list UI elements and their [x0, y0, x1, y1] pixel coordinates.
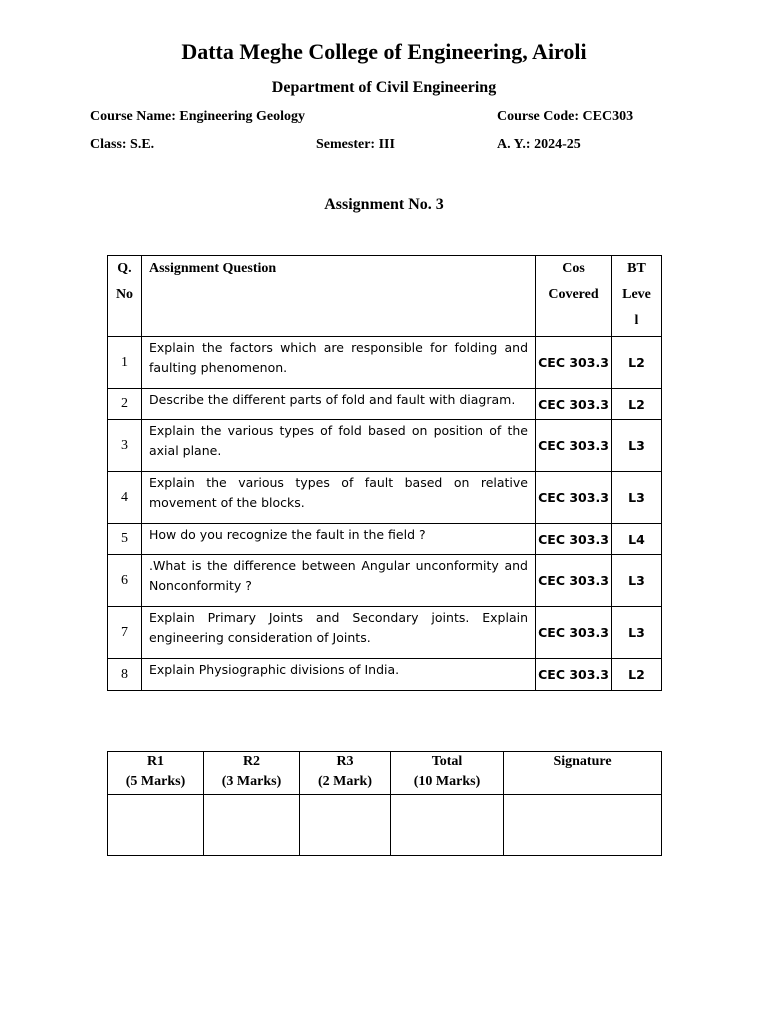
r2-header [204, 752, 300, 795]
signature-header [504, 752, 662, 795]
question-text: Explain Physiographic divisions of India. [142, 659, 536, 691]
marks-entry-row [108, 795, 662, 856]
table-header-row [108, 256, 662, 337]
r1-header-line1: R1 [146, 754, 165, 769]
total-header-line1: Total [431, 754, 463, 769]
r3-header-line2: (2 Mark) [317, 774, 373, 789]
department-title: Department of Civil Engineering [271, 79, 497, 96]
table-row [108, 420, 662, 472]
question-text: Explain the various types of fault based on relative movement of the blocks. [142, 472, 536, 524]
qno-header [108, 256, 142, 337]
question-text: Explain the various types of fold based on position of the axial plane. [142, 420, 536, 472]
table-row [108, 524, 662, 555]
bt-level: L4 [612, 524, 662, 555]
bt-level: L3 [612, 472, 662, 524]
bt-header-line2: Leve [622, 287, 651, 302]
r2-header-line1: R2 [242, 754, 261, 769]
r3-header [300, 752, 391, 795]
cos-header-line1: Cos [562, 261, 585, 276]
question-number: 7 [108, 607, 142, 659]
cos-covered: CEC 303.3 [536, 555, 612, 607]
bt-header [612, 256, 662, 337]
r3-header-line1: R3 [336, 754, 354, 769]
cos-covered: CEC 303.3 [536, 607, 612, 659]
question-number: 8 [108, 659, 142, 691]
r2-header-line2: (3 Marks) [221, 774, 282, 789]
bt-level: L2 [612, 337, 662, 389]
assignment-title: Assignment No. 3 [324, 196, 444, 213]
question-number: 5 [108, 524, 142, 555]
bt-level: L2 [612, 659, 662, 691]
question-text: Explain Primary Joints and Secondary joints. Explain engineering consideration of Joints. [142, 607, 536, 659]
question-text: Explain the factors which are responsible for folding and faulting phenomenon. [142, 337, 536, 389]
question-header: Assignment Question [142, 256, 536, 337]
r1-header [108, 752, 204, 795]
qno-header-line2: No [115, 287, 134, 302]
r1-header-line2: (5 Marks) [125, 774, 186, 789]
bt-header-line1: BT [627, 261, 646, 276]
total-header-line2: (10 Marks) [413, 774, 481, 789]
bt-level: L3 [612, 607, 662, 659]
total-cell [391, 795, 504, 856]
marks-header-row [108, 752, 662, 795]
academic-year: A. Y.: 2024-25 [497, 137, 581, 152]
question-number: 4 [108, 472, 142, 524]
table-row [108, 555, 662, 607]
total-header [391, 752, 504, 795]
signature-header-line1: Signature [553, 754, 612, 769]
cos-covered: CEC 303.3 [536, 337, 612, 389]
cos-covered: CEC 303.3 [536, 472, 612, 524]
college-title: Datta Meghe College of Engineering, Airoli [181, 39, 587, 64]
assignment-question-table [107, 255, 662, 691]
cos-covered: CEC 303.3 [536, 524, 612, 555]
semester-label: Semester: III [316, 137, 395, 152]
question-text: .What is the difference between Angular unconformity and Nonconformity ? [142, 555, 536, 607]
question-text: How do you recognize the fault in the field ? [142, 524, 536, 555]
cos-header [536, 256, 612, 337]
r1-cell [108, 795, 204, 856]
marks-table [107, 751, 662, 856]
question-number: 2 [108, 389, 142, 420]
question-text: Describe the different parts of fold and fault with diagram. [142, 389, 536, 420]
class-label: Class: S.E. [90, 137, 155, 152]
table-row [108, 337, 662, 389]
table-row [108, 472, 662, 524]
r2-cell [204, 795, 300, 856]
qno-header-line1: Q. [117, 261, 132, 276]
signature-cell [504, 795, 662, 856]
bt-level: L3 [612, 555, 662, 607]
table-row [108, 389, 662, 420]
course-code: Course Code: CEC303 [497, 109, 634, 124]
r3-cell [300, 795, 391, 856]
cos-covered: CEC 303.3 [536, 420, 612, 472]
cos-covered: CEC 303.3 [536, 389, 612, 420]
question-number: 3 [108, 420, 142, 472]
bt-level: L2 [612, 389, 662, 420]
cos-header-line2: Covered [548, 287, 599, 302]
bt-header-line3: l [634, 313, 639, 328]
question-number: 1 [108, 337, 142, 389]
course-name: Course Name: Engineering Geology [90, 109, 306, 124]
cos-covered: CEC 303.3 [536, 659, 612, 691]
question-number: 6 [108, 555, 142, 607]
bt-level: L3 [612, 420, 662, 472]
table-row [108, 607, 662, 659]
table-row [108, 659, 662, 691]
